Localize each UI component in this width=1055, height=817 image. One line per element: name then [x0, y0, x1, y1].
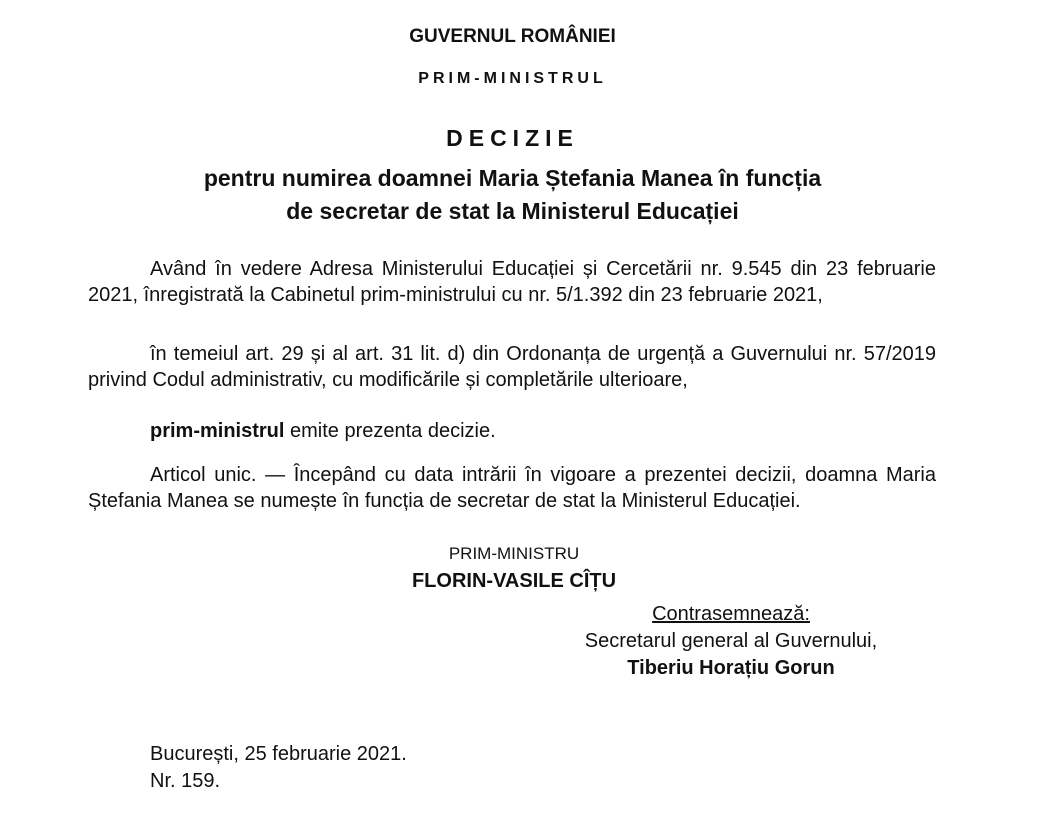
countersign-role: Secretarul general al Guvernului,	[584, 630, 878, 652]
paragraph-3-bold: prim-ministrul	[150, 420, 285, 442]
header-office: PRIM-MINISTRUL	[418, 70, 607, 87]
paragraph-1: Având în vedere Adresa Ministerului Educației și Cercetării nr. 9.545 din 23 februarie 2021, înregistrată la Cabinetul prim-ministrului cu nr. 5/1.392 din 23 februarie 2021,	[88, 258, 936, 306]
countersign-name: Tiberiu Horațiu Gorun	[627, 657, 835, 679]
signature-role: PRIM-MINISTRU	[448, 544, 580, 563]
paragraph-4: Articol unic. — Începând cu data intrării în vigoare a prezentei decizii, doamna Maria Ștefania Manea se numește în funcția de secretar de stat la Ministerul Educației.	[88, 464, 936, 512]
title-line-1: pentru numirea doamnei Maria Ștefania Manea în funcția	[203, 165, 822, 191]
paragraph-3-rest: emite prezenta decizie.	[284, 420, 496, 442]
paragraph-2: în temeiul art. 29 și al art. 31 lit. d) din Ordonanța de urgență a Guvernului nr. 57/2019 privind Codul administrativ, cu modificările și completările ulterioare,	[88, 343, 936, 391]
signature-name: FLORIN-VASILE CÎȚU	[411, 570, 617, 592]
countersign-label: Contrasemnează:	[652, 603, 810, 625]
place-date: București, 25 februarie 2021.	[150, 743, 407, 765]
header-government: GUVERNUL ROMÂNIEI	[409, 26, 616, 47]
decision-number: Nr. 159.	[150, 770, 221, 792]
title-line-2: de secretar de stat la Ministerul Educației	[286, 198, 739, 224]
paragraph-3	[150, 418, 496, 444]
document-type: DECIZIE	[446, 125, 579, 151]
